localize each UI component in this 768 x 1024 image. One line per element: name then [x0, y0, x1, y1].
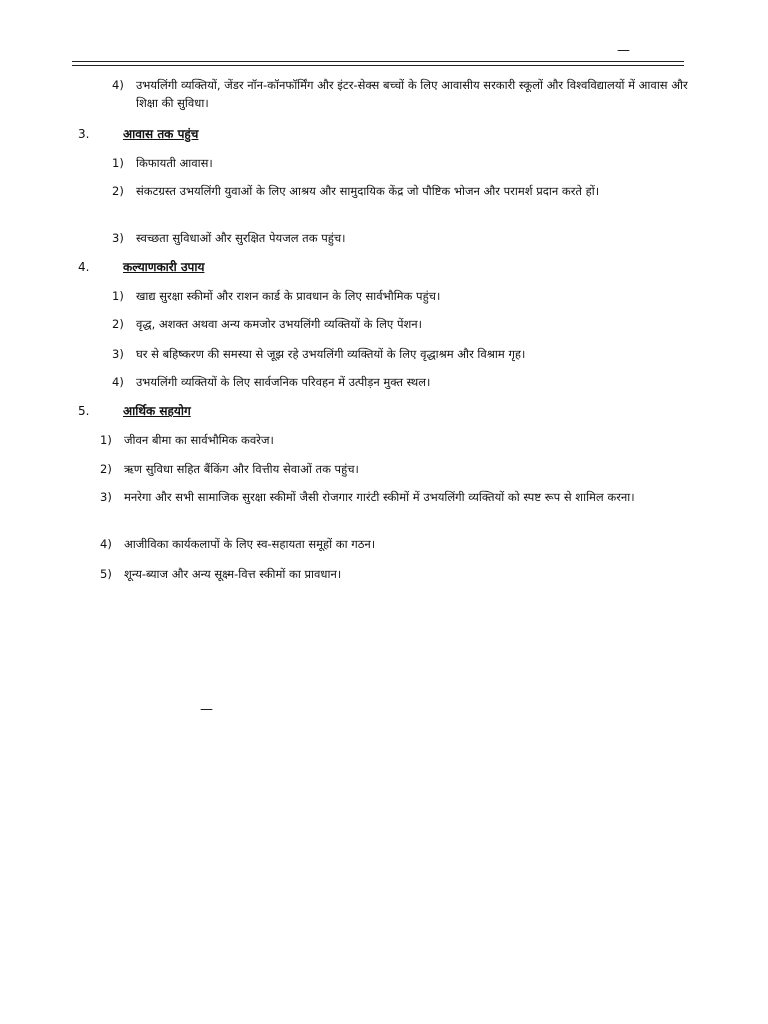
list-item-number: 1)	[100, 433, 112, 447]
list-item-text: खाद्य सुरक्षा स्कीमों और राशन कार्ड के प्रावधान के लिए सार्वभौमिक पहुंच।	[136, 289, 441, 303]
section-title: आर्थिक सहयोग	[123, 404, 191, 418]
list-item-number: 4)	[112, 78, 124, 92]
list-item-text: उभयलिंगी व्यक्तियों, जेंडर नॉन-कॉनफॉर्मिंग और इंटर-सेक्स बच्चों के लिए आवासीय सरकारी स्कूलों और विश्वविद्यालयों में आवास और शिक्षा की सुविधा।	[136, 78, 688, 110]
list-item-text: जीवन बीमा का सार्वभौमिक कवरेज।	[124, 433, 274, 447]
list-item-number: 3)	[100, 490, 112, 504]
list-item-text: ऋण सुविधा सहित बैंकिंग और वित्तीय सेवाओं तक पहुंच।	[124, 462, 359, 476]
list-item-text: शून्य-ब्याज और अन्य सूक्ष्म-वित्त स्कीमों का प्रावधान।	[124, 567, 342, 581]
header-rule-bottom	[72, 65, 684, 66]
list-item-text: मनरेगा और सभी सामाजिक सुरक्षा स्कीमों जैसी रोजगार गारंटी स्कीमों में उभयलिंगी व्यक्तियों को स्पष्ट रूप से शामिल करना।	[124, 490, 635, 504]
footer-dash: —	[200, 702, 213, 717]
section-number: 4.	[78, 260, 90, 274]
section-title: कल्याणकारी उपाय	[123, 260, 205, 274]
list-item-text: आजीविका कार्यकलापों के लिए स्व-सहायता समूहों का गठन।	[124, 537, 376, 551]
list-item-number: 1)	[112, 156, 124, 170]
list-item-number: 2)	[100, 462, 112, 476]
section-number: 3.	[78, 127, 90, 141]
header-dash: —	[617, 43, 630, 58]
section-number: 5.	[78, 404, 90, 418]
header-rule-top	[72, 61, 684, 62]
list-item-number: 2)	[112, 317, 124, 331]
list-item-number: 4)	[100, 537, 112, 551]
list-item-number: 2)	[112, 184, 124, 198]
list-item-text: वृद्ध, अशक्त अथवा अन्य कमजोर उभयलिंगी व्यक्तियों के लिए पेंशन।	[136, 317, 423, 331]
list-item-text: संकटग्रस्त उभयलिंगी युवाओं के लिए आश्रय और सामुदायिक केंद्र जो पौष्टिक भोजन और परामर्श प्रदान करते हों।	[136, 184, 600, 198]
list-item-number: 3)	[112, 231, 124, 245]
list-item-number: 3)	[112, 347, 124, 361]
list-item-text: स्वच्छता सुविधाओं और सुरक्षित पेयजल तक पहुंच।	[136, 231, 346, 245]
list-item-text: उभयलिंगी व्यक्तियों के लिए सार्वजनिक परिवहन में उत्पीड़न मुक्त स्थल।	[136, 375, 431, 389]
list-item-number: 5)	[100, 567, 112, 581]
list-item-number: 1)	[112, 289, 124, 303]
section-title: आवास तक पहुंच	[123, 127, 199, 141]
list-item-number: 4)	[112, 375, 124, 389]
list-item-text: किफायती आवास।	[136, 156, 213, 170]
list-item-text: घर से बहिष्करण की समस्या से जूझ रहे उभयलिंगी व्यक्तियों के लिए वृद्धाश्रम और विश्राम गृह।	[136, 347, 526, 361]
